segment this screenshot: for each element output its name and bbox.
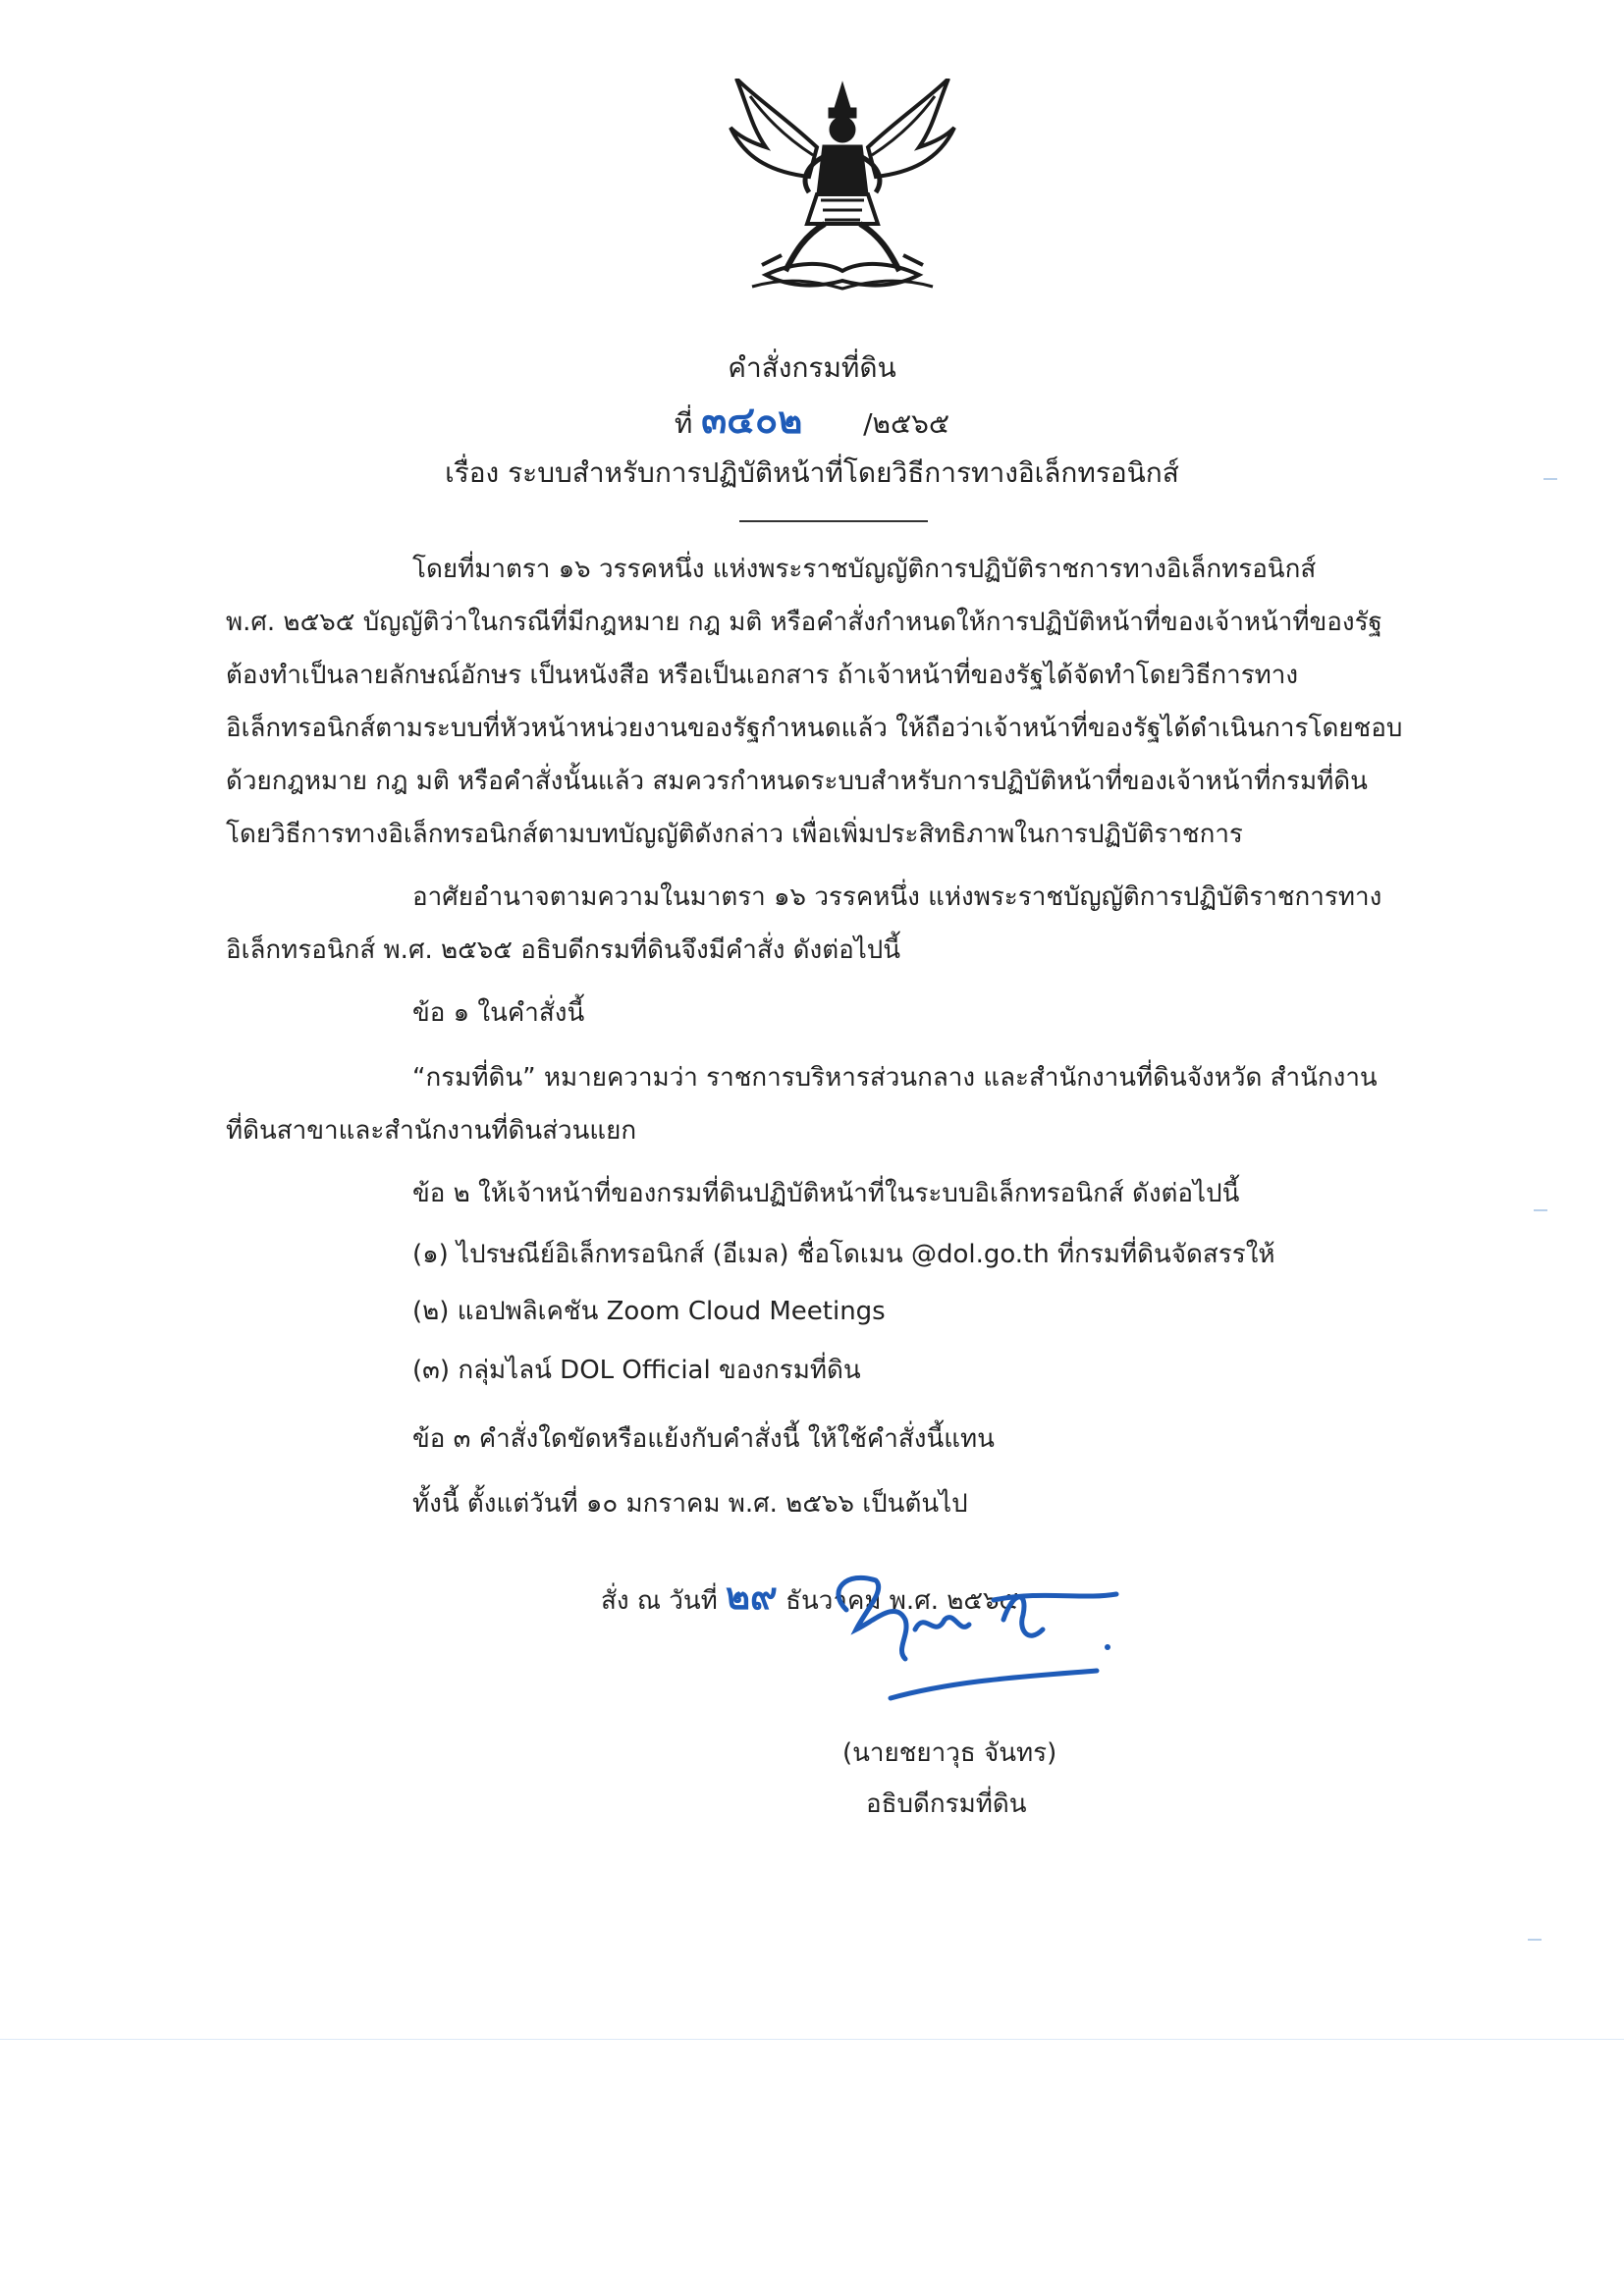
effective-date: ทั้งนี้ ตั้งแต่วันที่ ๑๐ มกราคม พ.ศ. ๒๕๖๖ เป็นต้นไป (412, 1489, 968, 1519)
document-number (0, 400, 1624, 444)
signing-date-prefix: สั่ง ณ วันที่ (601, 1586, 718, 1616)
document-subject: เรื่อง ระบบสำหรับการปฏิบัติหน้าที่โดยวิธีการทางอิเล็กทรอนิกส์ (445, 456, 1179, 489)
scan-mark (1534, 1209, 1547, 1211)
handwritten-number: ๓๔๐๒ (701, 399, 803, 442)
signatory-name: (นายชยาวุธ จันทร) (842, 1738, 1057, 1768)
list-item-1: (๑) ไปรษณีย์อิเล็กทรอนิกส์ (อีเมล) ชื่อโดเมน @dol.go.th ที่กรมที่ดินจัดสรรให้ (412, 1240, 1275, 1269)
signatory-position: อธิบดีกรมที่ดิน (866, 1789, 1027, 1819)
title-divider (739, 520, 928, 522)
definition-line-2: ที่ดินสาขาและสำนักงานที่ดินส่วนแยก (226, 1116, 637, 1146)
clause-2: ข้อ ๒ ให้เจ้าหน้าที่ของกรมที่ดินปฏิบัติหน้าที่ในระบบอิเล็กทรอนิกส์ ดังต่อไปนี้ (412, 1179, 1240, 1208)
number-prefix: ที่ (674, 407, 693, 440)
paragraph-2-line-1: อาศัยอำนาจตามความในมาตรา ๑๖ วรรคหนึ่ง แห่งพระราชบัญญัติการปฏิบัติราชการทาง (412, 882, 1382, 912)
document-title: คำสั่งกรมที่ดิน (728, 351, 896, 384)
paragraph-1-line-5: ด้วยกฎหมาย กฎ มติ หรือคำสั่งนั้นแล้ว สมควรกำหนดระบบสำหรับการปฏิบัติหน้าที่ของเจ้าหน้าที่กรมที่ดิน (226, 767, 1368, 796)
paragraph-1-line-3: ต้องทำเป็นลายลักษณ์อักษร เป็นหนังสือ หรือเป็นเอกสาร ถ้าเจ้าหน้าที่ของรัฐได้จัดทำโดยวิธีการทาง (226, 661, 1299, 690)
scan-mark (1543, 478, 1557, 480)
list-item-3: (๓) กลุ่มไลน์ DOL Official ของกรมที่ดิน (412, 1356, 861, 1385)
scan-edge-line (0, 2039, 1624, 2040)
garuda-emblem-icon (727, 79, 958, 294)
number-suffix: /๒๕๖๕ (863, 407, 950, 440)
handwritten-day: ๒๙ (726, 1575, 778, 1618)
paragraph-1-line-1: โดยที่มาตรา ๑๖ วรรคหนึ่ง แห่งพระราชบัญญัติการปฏิบัติราชการทางอิเล็กทรอนิกส์ (412, 555, 1317, 584)
clause-1: ข้อ ๑ ในคำสั่งนี้ (412, 998, 585, 1028)
paragraph-1-line-2: พ.ศ. ๒๕๖๕ บัญญัติว่าในกรณีที่มีกฎหมาย กฎ มติ หรือคำสั่งกำหนดให้การปฏิบัติหน้าที่ของเจ้าหน้าที่ของรัฐ (226, 608, 1382, 637)
definition-line-1: “กรมที่ดิน” หมายความว่า ราชการบริหารส่วนกลาง และสำนักงานที่ดินจังหวัด สำนักงาน (412, 1063, 1378, 1093)
signing-date-suffix: ธันวาคม พ.ศ. ๒๕๖๕ (785, 1586, 1019, 1616)
clause-3: ข้อ ๓ คำสั่งใดขัดหรือแย้งกับคำสั่งนี้ ให้ใช้คำสั่งนี้แทน (412, 1424, 995, 1454)
list-item-2: (๒) แอปพลิเคชัน Zoom Cloud Meetings (412, 1297, 886, 1326)
scan-mark (1528, 1939, 1542, 1941)
paragraph-1-line-6: โดยวิธีการทางอิเล็กทรอนิกส์ตามบทบัญญัติดังกล่าว เพื่อเพิ่มประสิทธิภาพในการปฏิบัติราชการ (226, 820, 1243, 849)
signature-icon (817, 1551, 1131, 1708)
paragraph-1-line-4: อิเล็กทรอนิกส์ตามระบบที่หัวหน้าหน่วยงานของรัฐกำหนดแล้ว ให้ถือว่าเจ้าหน้าที่ของรัฐได้ดำเนินการโดยชอบ (226, 714, 1403, 743)
paragraph-2-line-2: อิเล็กทรอนิกส์ พ.ศ. ๒๕๖๕ อธิบดีกรมที่ดินจึงมีคำสั่ง ดังต่อไปนี้ (226, 935, 901, 965)
